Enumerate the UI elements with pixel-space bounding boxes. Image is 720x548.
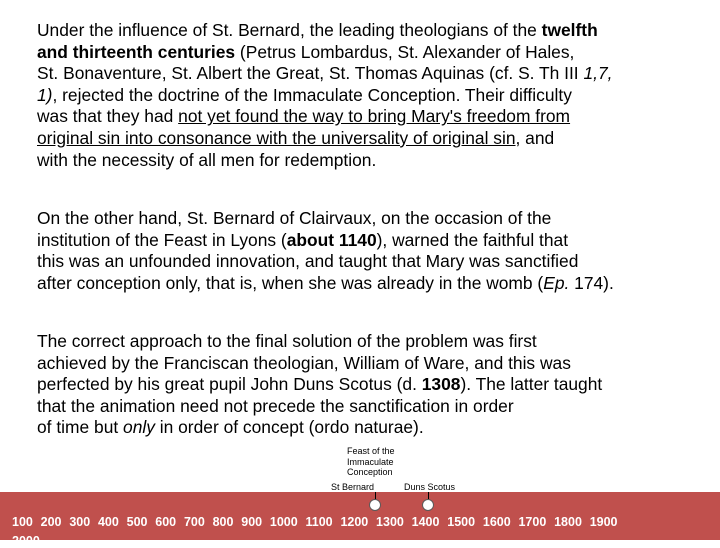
duns-scotus-label: Duns Scotus — [404, 482, 456, 492]
year-label: 1000 — [269, 515, 298, 529]
text-run: perfected by his great pupil John Duns Scotus (d. — [37, 374, 422, 395]
timeline-tick — [375, 492, 376, 499]
text-run: (Petrus Lombardus, St. Alexander of Hales, — [235, 41, 575, 62]
underlined-text: original sin into consonance with the universality of original sin — [37, 127, 516, 148]
year-label: 300 — [69, 515, 91, 529]
paragraph-medieval-theologians — [37, 20, 717, 171]
year-label: 1500 — [447, 515, 476, 529]
text-run: was that they had — [37, 106, 179, 127]
text-run: St. Bonaventure, St. Albert the Great, St. Thomas Aquinas (cf. S. Th III — [37, 63, 584, 84]
italic-text: 1,7, — [583, 63, 613, 84]
italic-text: 1) — [37, 84, 53, 105]
bold-text: and thirteenth centuries — [37, 41, 236, 62]
year-label: 1200 — [340, 515, 369, 529]
year-label: 1100 — [305, 515, 333, 529]
timeline-tick — [428, 492, 429, 499]
feast-immaculate-conception-label — [347, 446, 395, 478]
text-line: achieved by the Franciscan theologian, William of Ware, and this was — [37, 352, 571, 373]
year-label: 200 — [40, 515, 62, 529]
feast-label-line: Feast of the — [347, 446, 395, 456]
text-line: that the animation need not precede the sanctification in order — [37, 395, 514, 416]
text-run: institution of the Feast in Lyons ( — [37, 229, 287, 250]
year-label: 400 — [97, 515, 119, 529]
bold-text: twelfth — [541, 20, 598, 40]
text-line: this was an unfounded innovation, and taught that Mary was sanctified — [37, 251, 579, 272]
text-run: , and — [515, 127, 555, 148]
italic-text: Ep. — [543, 272, 570, 293]
year-label: 900 — [241, 515, 263, 529]
text-line: On the other hand, St. Bernard of Clairvaux, on the occasion of the — [37, 208, 552, 228]
year-label: 1700 — [518, 515, 547, 529]
text-run: ), warned the faithful that — [376, 229, 569, 250]
st-bernard-label: St Bernard — [331, 482, 375, 492]
st-bernard-marker — [369, 499, 381, 511]
feast-label-line: Conception — [347, 467, 393, 477]
year-label: 1300 — [376, 515, 404, 529]
paragraph-st-bernard — [37, 208, 717, 294]
duns-scotus-marker — [422, 499, 434, 511]
text-run: after conception only, that is, when she was already in the womb ( — [37, 272, 544, 293]
text-run: ). The latter taught — [460, 374, 603, 395]
italic-text: only — [123, 417, 155, 438]
year-label: 1400 — [411, 515, 440, 529]
year-label: 1900 — [589, 515, 618, 529]
timeline-years — [12, 515, 625, 529]
text-line: with the necessity of all men for redemption. — [37, 149, 377, 170]
paragraph-duns-scotus — [37, 331, 717, 439]
year-label: 500 — [126, 515, 148, 529]
year-label-overflow: 2000 — [12, 534, 40, 548]
year-label: 600 — [155, 515, 177, 529]
year-label: 800 — [212, 515, 234, 529]
text-run: , rejected the doctrine of the Immaculate Conception. Their difficulty — [52, 84, 572, 105]
bold-text: about 1140 — [286, 229, 377, 250]
text-run: of time but — [37, 417, 124, 438]
year-label: 1800 — [554, 515, 582, 529]
underlined-text: not yet found the way to bring Mary's freedom from — [178, 106, 571, 127]
feast-label-line: Immaculate — [347, 456, 394, 467]
year-label: 700 — [183, 515, 205, 529]
text-line: The correct approach to the final solution of the problem was first — [37, 331, 537, 351]
year-label: 100 — [12, 515, 33, 529]
text-run: 174). — [569, 272, 614, 293]
year-label: 1600 — [482, 515, 511, 529]
text-run: Under the influence of St. Bernard, the leading theologians of the — [37, 20, 542, 40]
bold-text: 1308 — [421, 374, 461, 395]
text-run: in order of concept (ordo naturae). — [154, 417, 424, 438]
